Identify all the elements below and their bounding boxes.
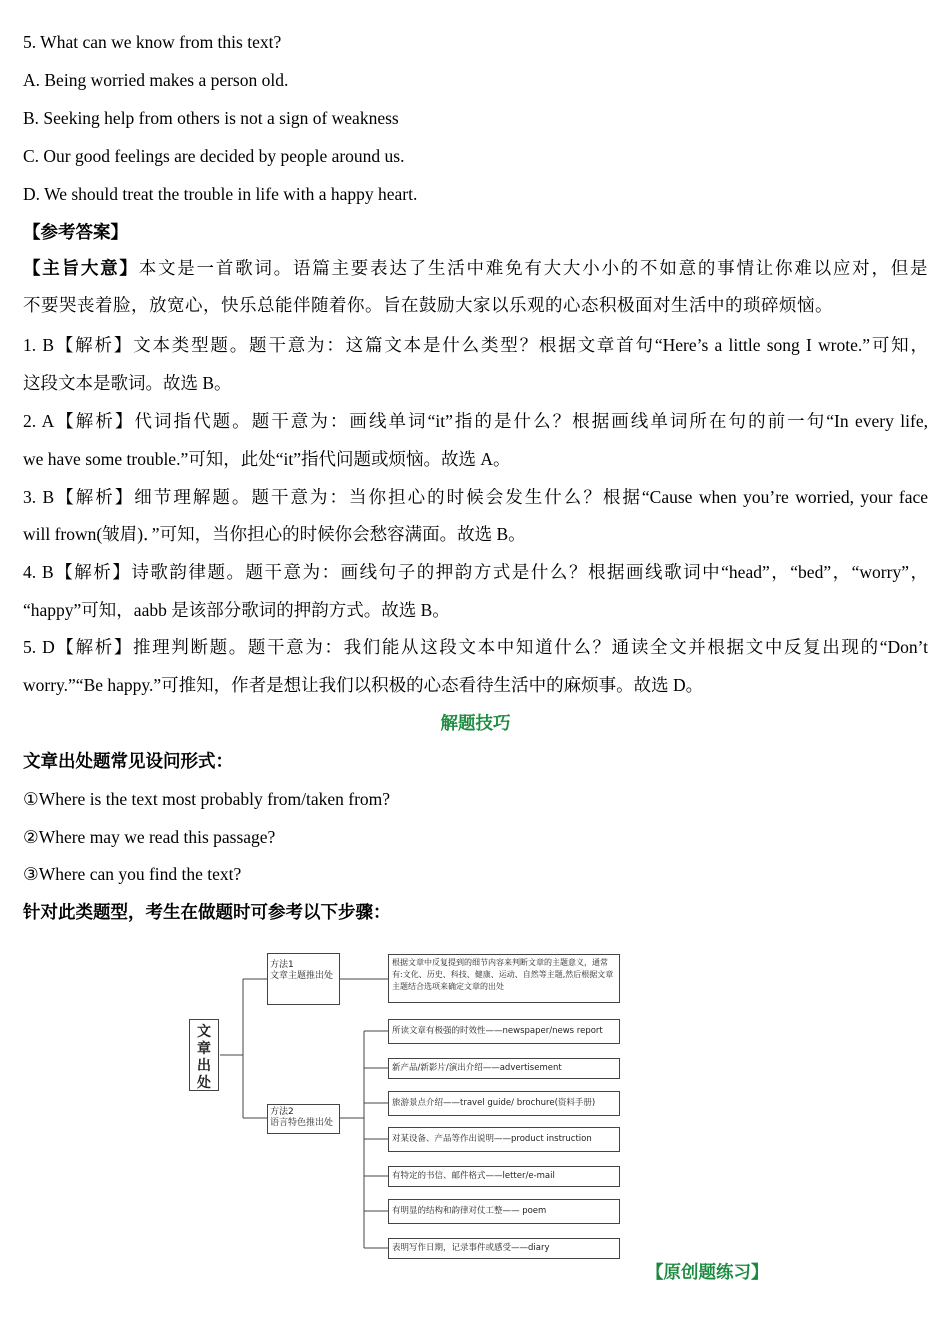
answer-heading: 【参考答案】 <box>23 222 128 242</box>
explanation-4-line-2: “happy”可知，aabb 是该部分歌词的押韵方式。故选 B。 <box>23 600 450 620</box>
option-a: A. Being worried makes a person old. <box>23 70 289 90</box>
explanation-2-line-2: we have some trouble.”可知，此处“it”指代问题或烦恼。故选 A。 <box>23 449 511 469</box>
option-d: D. We should treat the trouble in life with a happy heart. <box>23 184 418 204</box>
method-2-item: 表明写作日期，记录事件或感受——diary <box>388 1238 620 1259</box>
summary-label: 【主旨大意】 <box>23 259 139 279</box>
method-1-title: 方法1 <box>270 960 294 970</box>
source-question-heading: 文章出处题常见设问形式： <box>23 751 233 771</box>
diagram-method-1 <box>267 953 340 1005</box>
diagram-root: 文章出处 <box>189 1019 219 1091</box>
explanation-3-line-2: will frown(皱眉)．”可知，当你担心的时候你会愁容满面。故选 B。 <box>23 524 526 544</box>
explanation-5-line-1: 5. D【解析】推理判断题。题干意为：我们能从这段文本中知道什么？通读全文并根据文中反复出现的“Don’t <box>23 637 928 657</box>
diagram-method-2 <box>267 1104 340 1134</box>
method-2-item: 有明显的结构和韵律对仗工整—— poem <box>388 1199 620 1224</box>
summary-line-2: 不要哭丧着脸，放宽心，快乐总能伴随着你。旨在鼓励大家以乐观的心态积极面对生活中的琐碎烦恼。 <box>23 296 833 316</box>
method-2-item: 新产品/新影片/演出介绍——advertisement <box>388 1058 620 1079</box>
explanation-3-line-1: 3. B【解析】细节理解题。题干意为：当你担心的时候会发生什么？根据“Cause when you’re worried, your face <box>23 487 928 507</box>
method-1-desc: 文章主题推出处 <box>270 971 334 981</box>
method-2-title: 方法2 <box>270 1107 294 1117</box>
explanation-1-line-2: 这段文本是歌词。故选 B。 <box>23 373 232 393</box>
method-2-item: 旅游景点介绍——travel guide/ brochure(资料手册) <box>388 1091 620 1116</box>
explanation-2-line-1: 2. A【解析】代词指代题。题干意为：画线单词“it”指的是什么？根据画线单词所在句的前一句“In every life, <box>23 411 928 431</box>
method-2-item: 所读文章有极强的时效性——newspaper/news report <box>388 1019 620 1044</box>
method-2-desc: 语言特色推出处 <box>270 1118 334 1128</box>
explanation-1-line-1: 1. B【解析】文本类型题。题干意为：这篇文本是什么类型？根据文章首句“Here’s a little song I wrote.”可知， <box>23 335 928 355</box>
steps-heading: 针对此类题型，考生在做题时可参考以下步骤： <box>23 902 391 922</box>
question-stem: 5. What can we know from this text? <box>23 32 282 52</box>
explanation-5-line-2: worry.”“Be happy.”可推知，作者是想让我们以积极的心态看待生活中的麻烦事。故选 D。 <box>23 675 704 695</box>
question-form-1: ①Where is the text most probably from/taken from? <box>23 789 391 809</box>
summary-text-1: 本文是一首歌词。语篇主要表达了生活中难免有大大小小的不如意的事情让你难以应对，但是 <box>138 259 929 279</box>
method-2-item: 对某设备、产品等作出说明——product instruction <box>388 1127 620 1152</box>
tips-heading: 解题技巧 <box>440 713 511 733</box>
option-b: B. Seeking help from others is not a sign of weakness <box>23 108 399 128</box>
option-c: C. Our good feelings are decided by people around us. <box>23 146 405 166</box>
explanation-4-line-1: 4. B【解析】诗歌韵律题。题干意为：画线句子的押韵方式是什么？根据画线歌词中“head”，“bed”，“worry”， <box>23 562 928 582</box>
original-practice-label: 【原创题练习】 <box>646 1262 769 1282</box>
question-form-2: ②Where may we read this passage? <box>23 827 276 847</box>
question-form-3: ③Where can you find the text? <box>23 864 242 884</box>
summary-line-1 <box>23 257 928 281</box>
method-2-item: 有特定的书信、邮件格式——letter/e-mail <box>388 1166 620 1187</box>
method-1-detail: 根据文章中反复提到的细节内容来判断文章的主题意义，通常有:文化、历史、科技、健康、运动、自然等主题,然后根据文章主题结合选项来确定文章的出处 <box>388 954 620 1003</box>
